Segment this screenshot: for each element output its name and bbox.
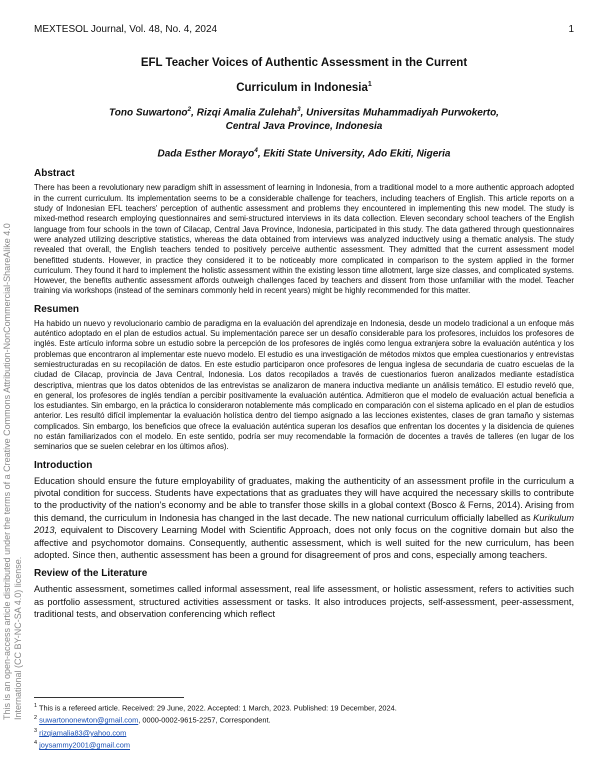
journal-citation: MEXTESOL Journal, Vol. 48, No. 4, 2024 <box>34 24 218 35</box>
title-line-1: EFL Teacher Voices of Authentic Assessment in the Current <box>140 57 468 69</box>
author-name: Rizqi Amalia Zulehah <box>196 107 297 119</box>
author-name: Tono Suwartono <box>109 107 188 119</box>
author-footnote-mark[interactable]: 2 <box>187 105 192 113</box>
author-footnote-mark[interactable]: 3 <box>296 105 301 113</box>
author-line-1: Tono Suwartono$^2$, Rizqi Amalia Zulehah$^3$, Universitas Muhammadiyah Purwokerto, <box>109 105 499 119</box>
footnote-mark: 2 <box>34 715 38 722</box>
footnote-1 <box>34 701 574 713</box>
author-line-2: Dada Esther Morayo$^4$, Ekiti State University, Ado Ekiti, Nigeria <box>157 147 451 160</box>
introduction-text <box>34 475 574 562</box>
review-heading: Review of the Literature <box>34 568 148 580</box>
resumen-text: Ha habido un nuevo y revolucionario cambio de paradigma en la evaluación del aprendizaje en Indonesia, desde un modelo tradicional a un enfoque más auténtico adoptado en el plan de estudios actual. Su implementación parece ser un desafío considerable para los profesores, incluidos los profesores de inglés. Este artículo informa sobre un estudio sobre la percepción de los profesores de inglés como lengua extranjera sobre la evaluación auténtica y los problemas que encontraron al implementar este nuevo modelo. El estudio es una investigación de métodos mixtos que emplea cuestionarios y entrevistas semiestructuradas en su recopilación de datos. En este estudio participaron once profesores de lengua inglesa de secundaria de cuatro escuelas de la ciudad de Cilacap, provincia de Java Central, Indonesia. Los datos recopilados a través de cuestionarios fueron analizados mediante estadística descriptiva, mientras que los datos obtenidos de las entrevistas se analizaron de manera inductiva mediante un análisis temático. El estudio reveló que, en general, los profesores de inglés tendían a percibir positivamente la evaluación auténtica. Admitieron que el modelo de evaluación actual beneficia a los estudiantes. Sin embargo, en la práctica lo consideraron notablemente más complicado en comparación con el sistema aplicado en el plan de estudios anterior. Les resultó difícil implementar la evaluación holística dentro del tiempo asignado a las lecciones existentes, clases de gran tamaño y sistemas complicados. Sin embargo, los beneficios que ofrece la evaluación auténtica superan los desafíos que enfrentan los docentes y la disidencia de quienes no están familiarizados con el modelo. En este sentido, podría ser muy recomendable la formación de docentes a través de talleres (en lugar de los seminarios que se suelen celebrar en los últimos años). <box>34 318 574 452</box>
title-line-2: Curriculum in Indonesia <box>236 81 368 94</box>
affiliation-line: Central Java Province, Indonesia <box>225 121 383 133</box>
footnote-text: This is a refereed article. Received: 29 June, 2022. Accepted: 1 March, 2023. Published: 19 December, 2024. <box>38 703 397 713</box>
email-link[interactable]: joysammy2001@gmail.com <box>39 740 131 750</box>
footnote-rule <box>34 697 184 698</box>
introduction-heading: Introduction <box>34 459 93 471</box>
author-footnote-mark[interactable]: 4 <box>254 147 258 155</box>
email-link[interactable]: suwartononewton@gmail.com <box>39 715 139 725</box>
footnote-4 <box>34 738 574 750</box>
article-title <box>34 52 574 99</box>
footnote-text: , 0000-0002-9615-2257, Correspondent. <box>138 715 271 725</box>
license-line-2: International (CC BY-NC-SA 4.0) license. <box>13 556 23 720</box>
footnotes <box>34 697 574 751</box>
curriculum-term: Kurikulum 2013, <box>34 512 574 536</box>
affiliation: Universitas Muhammadiyah Purwokerto, <box>306 107 499 119</box>
page-number: 1 <box>568 24 574 35</box>
email-link[interactable]: rizqiamalia83@yahoo.com <box>39 728 127 738</box>
resumen-heading: Resumen <box>34 303 80 315</box>
license-line-1: This is an open-access article distributed under the terms of a Creative Commons Attribution-NonCommercial-ShareAlike 4.0 <box>2 223 12 720</box>
intro-text-part: equivalent to Discovery Learning Model with Scientific Approach, does not only focus on the cognitive domain but also the affective and psychomotor domains. Consequently, authentic assessment, which is well suited for the new curriculum, has been adopted. Since then, authentic assessment has been a ground for disagreement of pros and cons, especially among teachers. <box>34 525 574 561</box>
title-footnote-mark[interactable]: 1 <box>367 81 372 88</box>
footnote-mark: 4 <box>34 740 38 747</box>
footnote-mark: 1 <box>34 703 38 709</box>
author-name: Dada Esther Morayo <box>157 148 255 160</box>
running-head <box>34 24 574 40</box>
author-block <box>34 103 574 162</box>
review-text: Authentic assessment, sometimes called informal assessment, real life assessment, or holistic assessment, refers to activities such as portfolio assessment, structured activities assessment or tasks. It also introduces projects, self-assessment, peer-assessment, traditional tests, and observation conferencing which reflect <box>34 584 574 620</box>
footnote-mark: 3 <box>34 727 38 734</box>
abstract-heading: Abstract <box>34 168 75 180</box>
page-content <box>34 24 574 621</box>
license-sidebar <box>0 120 24 720</box>
intro-text-part: Education should ensure the future employability of graduates, making the authenticity of an assessment profile in the curriculum a pivotal condition for success. Students have expectations that as graduates they will have acquired the necessary skills to contribute to the productivity of the nation's economy and be able to transfer those skills in a global context (Bosco & Ferns, 2014). Arising from this demand, the curriculum in Indonesia has changed in the last decade. The new national curriculum officially labelled as <box>34 475 574 523</box>
footnote-2 <box>34 713 574 725</box>
abstract-text: There has been a revolutionary new paradigm shift in assessment of learning in Indonesia, from a traditional model to a more authentic approach adopted in the current curriculum. Its implementation seems to be a considerable challenge for teachers, including teachers of English. This article reports on a study of Indonesian EFL teachers' perception of authentic assessment and problems they encountered in implementing this new model. The study is mixed-method research employing questionnaires and semi-structured interviews in its data collection. Eleven secondary school teachers of the English language from four schools in the town of Cilacap, Central Java Province, Indonesia, participated in this study. The data gathered through questionnaires were analyzed utilizing descriptive statistics, whereas the data obtained from interviews was analyzed inductively using a thematic analysis. The study revealed that overall, the English teachers tended to positively perceive authentic assessment. They admitted that the current assessment model benefitted students. However, in practice they considered it to be noticeably more complicated in comparison to the system applied in the former curriculum. They found it hard to implement the holistic assessment within the existing lesson time allotment, large size classes, and complicated systems. However, the benefits authentic assessment affords outweigh challenges faced by teachers and dissent from those unfamiliar with the model. Teacher training via workshops (instead of the seminars commonly held in recent years) might be highly recommended for this matter. <box>34 183 574 296</box>
license-text <box>2 120 24 720</box>
affiliation: Ekiti State University, Ado Ekiti, Nigeria <box>263 148 451 160</box>
footnote-3 <box>34 726 574 738</box>
